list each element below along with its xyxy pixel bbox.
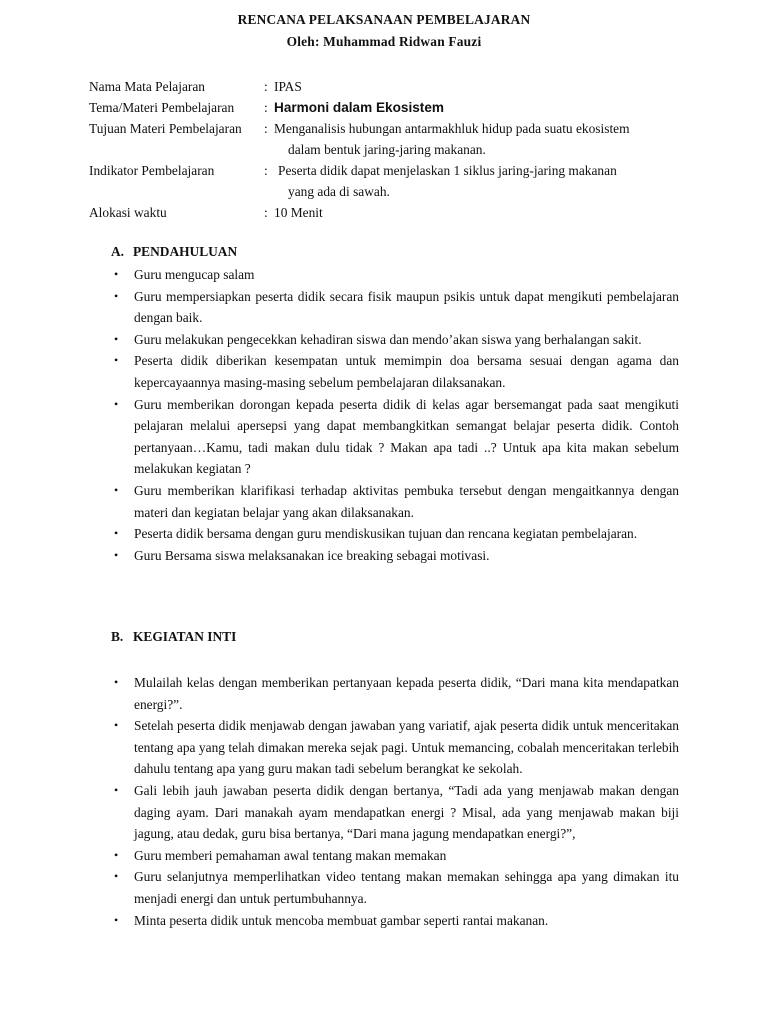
list-item-text: Guru selanjutnya memperlihatkan video tentang makan memakan sehingga apa yang dimakan itu menjadi energi dan untuk pertumbuhannya.: [134, 869, 679, 906]
info-value: Peserta didik dapat menjelaskan 1 siklus jaring-jaring makanan: [278, 163, 617, 178]
bullet-icon: •: [114, 718, 119, 733]
list-item: [114, 545, 679, 567]
list-item-text: Guru melakukan pengecekkan kehadiran siswa dan mendo’akan siswa yang berhalangan sakit.: [134, 331, 642, 347]
info-row-indicator: Indikator Pembelajaran : Peserta didik dapat menjelaskan 1 siklus jaring-jaring makanan yang ada di sawah.: [89, 160, 689, 202]
bullet-icon: •: [114, 912, 119, 927]
list-item-text: Guru memberikan dorongan kepada peserta didik di kelas agar bersemangat pada saat mengikuti pelajaran melalui apersepsi yang dapat membangkitkan semangat belajar peserta didik. Contoh pertanyaan…Kamu, tadi makan dulu tidak ? Makan apa tadi ..? Untuk apa kita makan sebelum melakukan kegiatan ?: [134, 396, 679, 477]
lesson-info-table: [89, 76, 689, 223]
list-item: [114, 264, 679, 286]
list-item: [114, 329, 679, 351]
list-item-text: Minta peserta didik untuk mencoba membuat gambar seperti rantai makanan.: [134, 912, 549, 928]
bullet-icon: •: [114, 288, 119, 303]
list-item: [114, 394, 679, 480]
bullet-icon: •: [114, 782, 119, 797]
bullet-icon: •: [114, 353, 119, 368]
list-item-text: Guru mengucap salam: [134, 267, 255, 282]
list-item: [114, 780, 679, 845]
info-value: 10 Menit: [274, 205, 323, 220]
list-item: [114, 286, 679, 329]
info-label: Nama Mata Pelajaran: [89, 79, 205, 94]
list-item-text: Peserta didik bersama dengan guru mendiskusikan tujuan dan rencana kegiatan pembelajaran.: [134, 526, 638, 542]
list-item-text: Mulailah kelas dengan memberikan pertanyaan kepada peserta didik, “Dari mana kita mendapatkan energi?”.: [134, 675, 679, 712]
list-item-text: Guru Bersama siswa melaksanakan ice breaking sebagai motivasi.: [134, 547, 490, 563]
info-label: Tujuan Materi Pembelajaran: [89, 121, 242, 136]
list-item: [114, 523, 679, 545]
pendahuluan-list: [114, 264, 679, 566]
info-row-objective: Tujuan Materi Pembelajaran : Menganalisis hubungan antarmakhluk hidup pada suatu ekosistem dalam bentuk jaring-jaring makanan.: [89, 118, 689, 160]
info-value: Menganalisis hubungan antarmakhluk hidup pada suatu ekosistem: [274, 121, 630, 136]
bullet-icon: •: [114, 482, 119, 497]
section-heading-kegiatan-inti: B. KEGIATAN INTI: [111, 629, 237, 644]
bullet-icon: •: [114, 675, 119, 689]
info-label: Indikator Pembelajaran: [89, 163, 215, 178]
document-title: RENCANA PELAKSANAAN PEMBELAJARAN: [237, 12, 531, 27]
list-item: [114, 480, 679, 523]
info-value: IPAS: [274, 79, 302, 94]
bullet-icon: •: [114, 331, 119, 346]
list-item: [114, 672, 679, 715]
bullet-icon: •: [114, 396, 119, 411]
list-item: [114, 866, 679, 909]
info-value-continued: yang ada di sawah.: [288, 184, 390, 199]
bullet-icon: •: [114, 869, 119, 884]
kegiatan-inti-list: [114, 672, 679, 931]
list-item-text: Guru memberi pemahaman awal tentang makan memakan: [134, 847, 447, 863]
document-author: Oleh: Muhammad Ridwan Fauzi: [286, 34, 482, 49]
info-value-continued: dalam bentuk jaring-jaring makanan.: [288, 142, 486, 157]
list-item: [114, 350, 679, 393]
list-item-text: Setelah peserta didik menjawab dengan jawaban yang variatif, ajak peserta didik untuk menceritakan tentang apa yang telah dimakan mereka sejak pagi. Untuk memancing, cobalah menceritakan terlebih dahulu tentang apa yang guru makan tadi sebelum berangkat ke sekolah.: [134, 718, 679, 777]
info-row-time: Alokasi waktu : 10 Menit: [89, 202, 689, 223]
bullet-icon: •: [114, 847, 119, 862]
list-item: [114, 910, 679, 932]
bullet-icon: •: [114, 526, 119, 541]
list-item-text: Gali lebih jauh jawaban peserta didik dengan bertanya, “Tadi ada yang menjawab makan dengan daging ayam. Dari manakah ayam mendapatkan energi ? Misal, ada yang menjawab makan biji jagung, atau dedak, guru bisa bertanya, “Dari mana jagung mendapatkan energi?”,: [134, 782, 679, 842]
info-row-theme: Tema/Materi Pembelajaran : Harmoni dalam Ekosistem: [89, 97, 689, 118]
info-value: Harmoni dalam Ekosistem: [274, 100, 444, 115]
info-label: Alokasi waktu: [89, 205, 167, 220]
info-row-subject: Nama Mata Pelajaran : IPAS: [89, 76, 689, 97]
bullet-icon: •: [114, 547, 119, 562]
list-item-text: Guru mempersiapkan peserta didik secara fisik maupun psikis untuk dapat mengikuti pembelajaran dengan baik.: [134, 288, 679, 326]
bullet-icon: •: [114, 267, 119, 281]
list-item-text: Peserta didik diberikan kesempatan untuk memimpin doa bersama sesuai dengan agama dan kepercayaannya masing-masing sebelum pembelajaran dilaksanakan.: [134, 353, 679, 390]
info-label: Tema/Materi Pembelajaran: [89, 100, 235, 115]
list-item-text: Guru memberikan klarifikasi terhadap aktivitas pembuka tersebut dengan mengaitkannya dengan materi dan kegiatan belajar yang akan dilaksanakan.: [134, 482, 679, 520]
list-item: [114, 715, 679, 780]
list-item: [114, 845, 679, 867]
section-heading-pendahuluan: A. PENDAHULUAN: [111, 244, 238, 259]
